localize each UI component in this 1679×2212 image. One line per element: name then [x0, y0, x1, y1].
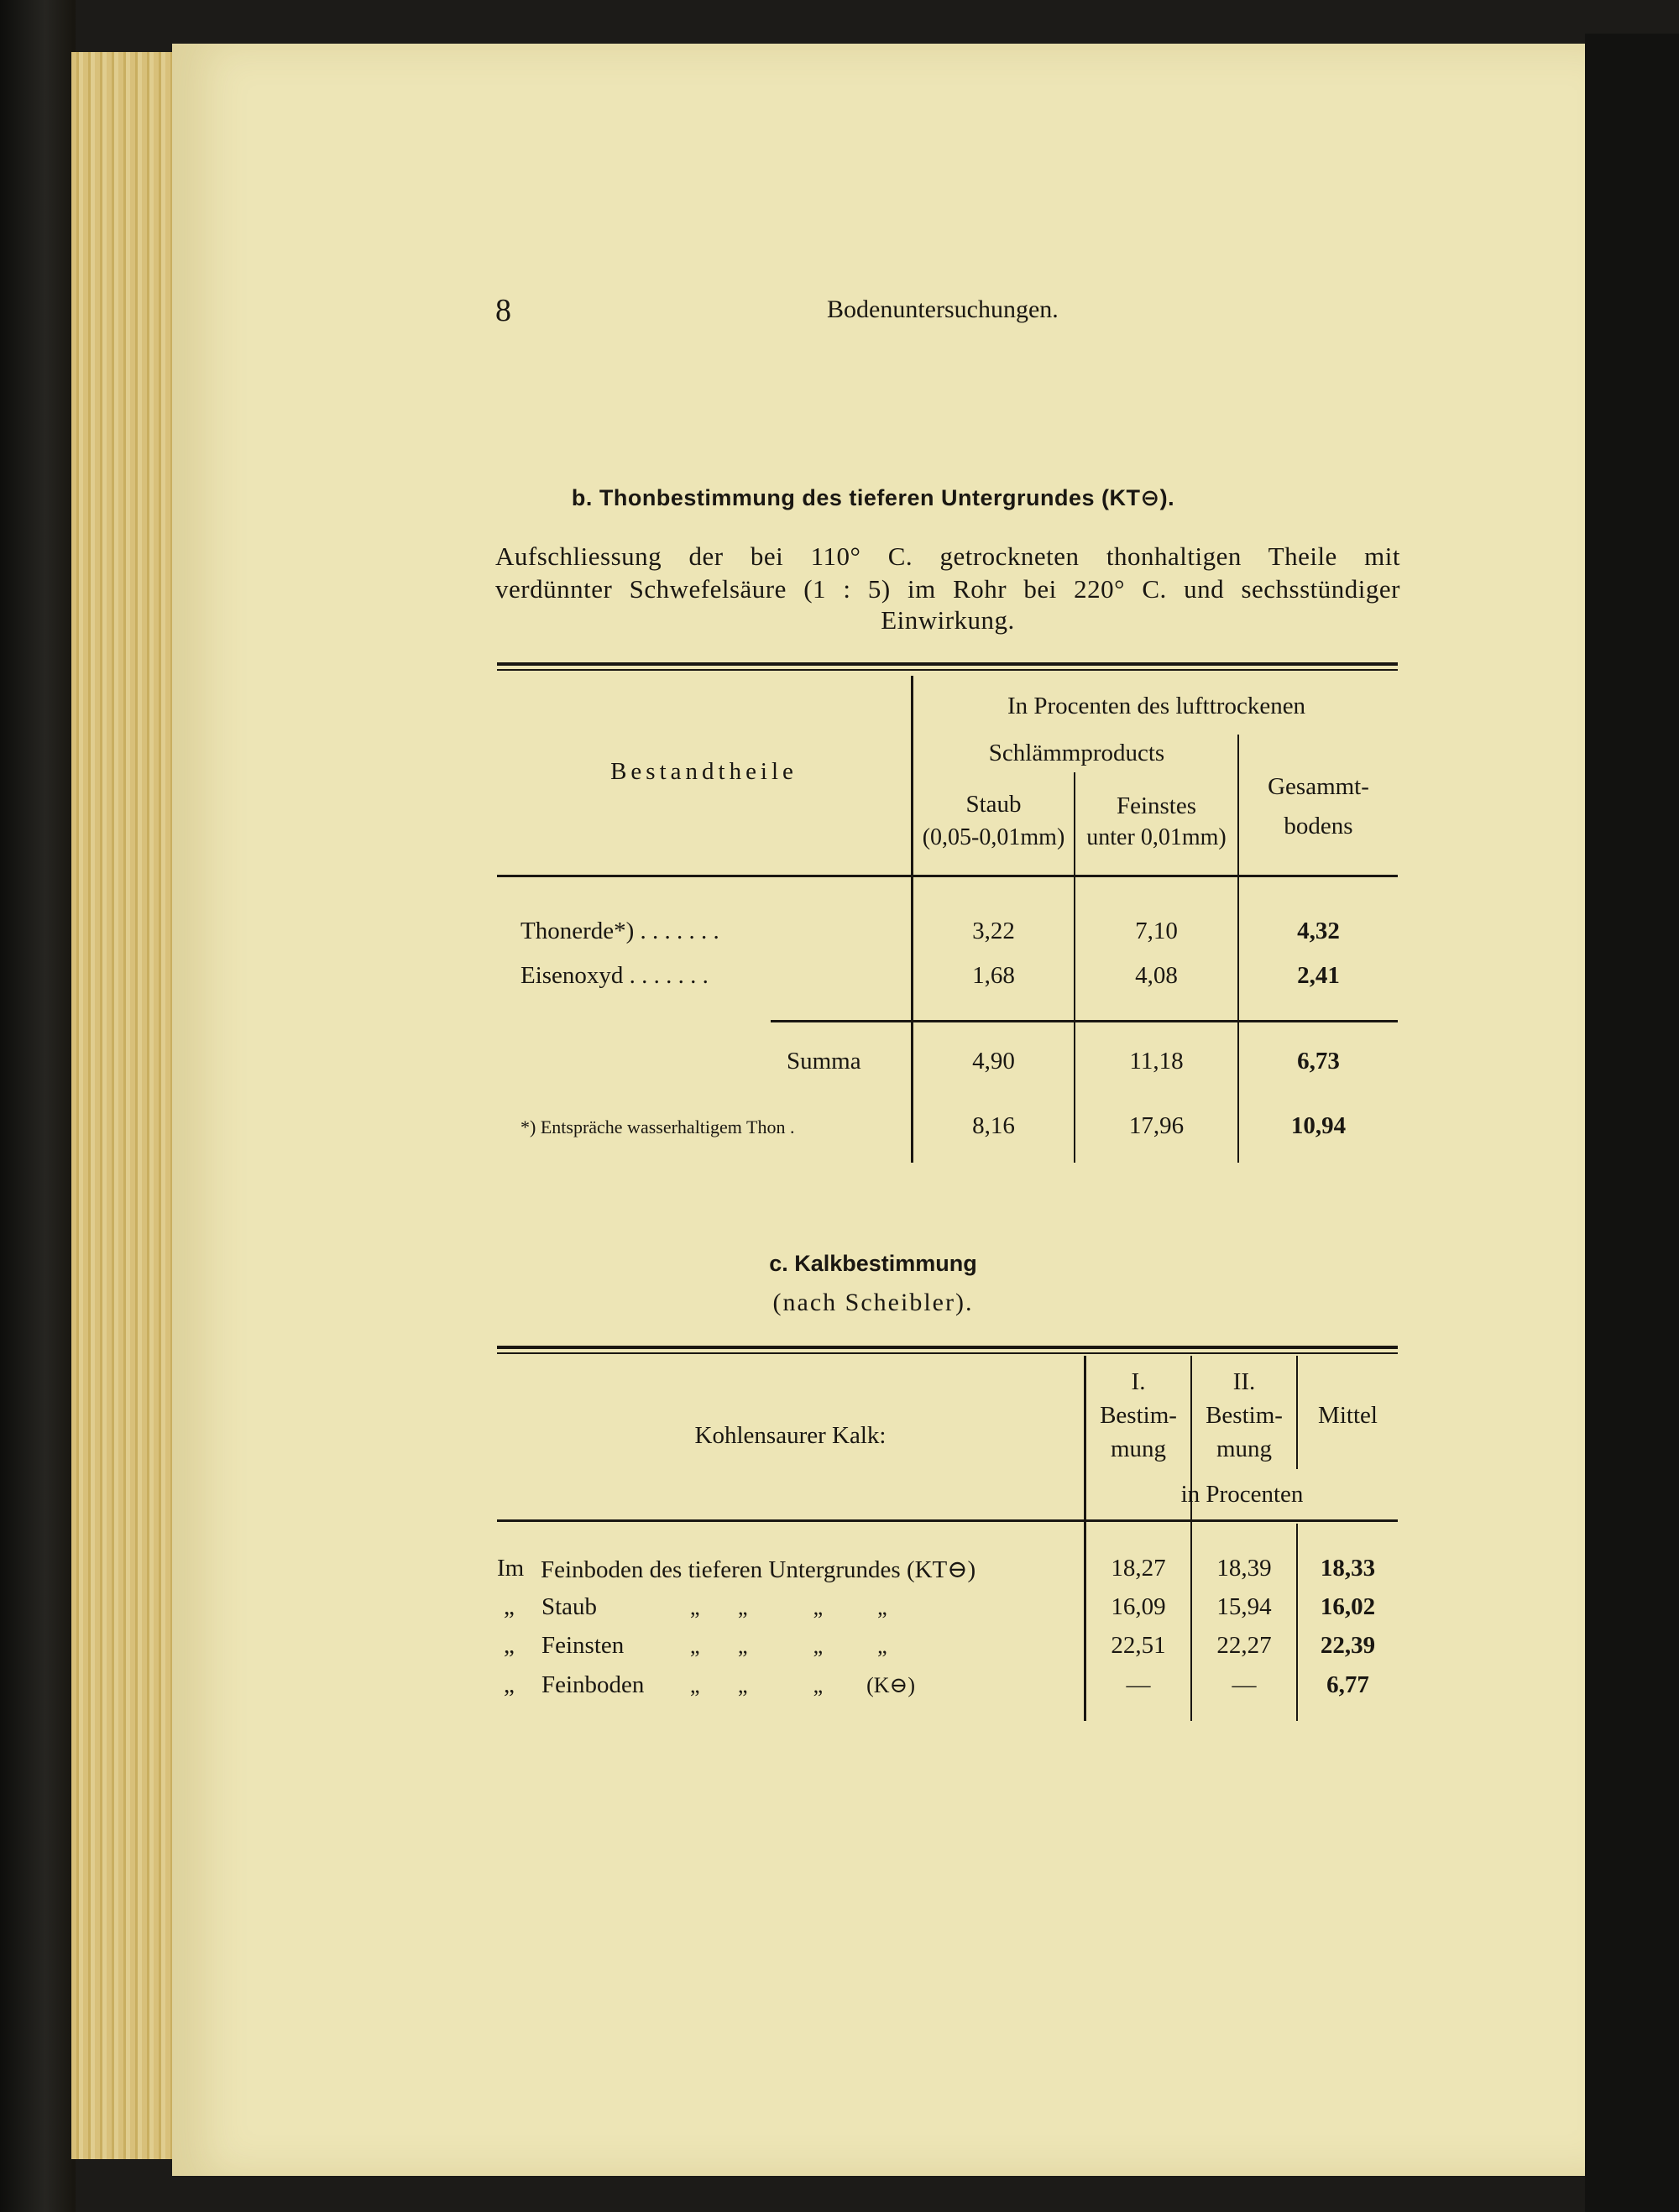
row-prefix: „ — [504, 1671, 515, 1698]
running-title: Bodenuntersuchungen. — [827, 295, 1059, 323]
summa-label: Summa — [787, 1048, 861, 1075]
row-v2: — — [1232, 1671, 1257, 1698]
row-label: Feinboden — [541, 1671, 645, 1698]
table-c-top-rule-2 — [497, 1352, 1398, 1354]
footnote-staub: 8,16 — [972, 1112, 1015, 1139]
row-mean: 18,33 — [1320, 1555, 1376, 1582]
row-v2: 22,27 — [1216, 1632, 1272, 1659]
paragraph-line: Aufschliessung der bei 110° C. getrockneten thonhaltigen Theile mit — [495, 541, 1400, 571]
section-b-paragraph — [495, 540, 1400, 605]
row-ditto: „ „ „ „ — [690, 1595, 887, 1619]
row-ditto: „ „ „ (K⊖) — [690, 1673, 915, 1697]
row-v2: 15,94 — [1216, 1593, 1272, 1620]
row-prefix: „ — [504, 1593, 515, 1620]
col-mittel: Mittel — [1318, 1402, 1378, 1429]
book-page — [172, 44, 1585, 2176]
footnote-feinstes: 17,96 — [1128, 1112, 1185, 1139]
row-v1: — — [1126, 1671, 1151, 1698]
footnote-label: *) Entspräche wasserhaltigem Thon . — [520, 1116, 795, 1137]
unit-label: in Procenten — [1180, 1481, 1304, 1508]
row-v2: 18,39 — [1216, 1555, 1272, 1582]
row-label: Eisenoxyd . . . . . . . — [520, 962, 709, 989]
summa-gesammt: 6,73 — [1297, 1048, 1340, 1075]
row-label: Thonerde*) . . . . . . . — [520, 918, 719, 944]
row-feinstes: 4,08 — [1135, 962, 1178, 989]
table-c-top-rule — [497, 1346, 1398, 1349]
row-mean: 22,39 — [1320, 1632, 1376, 1659]
row-mean: 6,77 — [1326, 1671, 1369, 1698]
row-ditto: „ „ „ „ — [690, 1634, 887, 1658]
col-ii-c: mung — [1216, 1435, 1273, 1462]
section-b-title: b. Thonbestimmung des tieferen Untergrundes (KT⊖). — [571, 485, 1175, 510]
col-i: I. — [1131, 1368, 1146, 1395]
table-b-sum-rule — [771, 1020, 1398, 1022]
page-edges — [71, 52, 189, 2159]
col-ii-b: Bestim- — [1206, 1402, 1283, 1429]
table-b-top-rule-2 — [497, 669, 1398, 671]
col-i-b: Bestim- — [1100, 1402, 1177, 1429]
paragraph-last-line: Einwirkung. — [881, 605, 1015, 635]
row-feinstes: 7,10 — [1135, 918, 1178, 944]
row-label: Feinboden des tieferen Untergrundes (KT⊖) — [541, 1556, 976, 1583]
col-kohlensaurer-kalk: Kohlensaurer Kalk: — [694, 1422, 887, 1449]
page-number: 8 — [495, 293, 511, 328]
row-gesammt: 2,41 — [1297, 962, 1340, 989]
row-label: Staub — [541, 1593, 598, 1620]
row-staub: 3,22 — [972, 918, 1015, 944]
table-b-top-rule — [497, 662, 1398, 666]
row-v1: 22,51 — [1111, 1632, 1166, 1659]
col-i-c: mung — [1110, 1435, 1167, 1462]
summa-staub: 4,90 — [972, 1048, 1015, 1075]
row-mean: 16,02 — [1320, 1593, 1376, 1620]
row-label: Feinsten — [541, 1632, 625, 1659]
col-bestandtheile: Bestandtheile — [610, 758, 798, 785]
col-gesammt-1: Gesammt- — [1268, 773, 1369, 800]
col-feinstes: Feinstes — [1116, 792, 1197, 819]
col-staub-range: (0,05-0,01mm) — [922, 824, 1065, 850]
row-staub: 1,68 — [972, 962, 1015, 989]
book-binding — [0, 0, 76, 2212]
table-c-header-rule — [497, 1519, 1398, 1522]
table-b-header-rule — [497, 875, 1398, 877]
row-gesammt: 4,32 — [1297, 918, 1340, 944]
row-v1: 16,09 — [1111, 1593, 1166, 1620]
section-c-subtitle: (nach Scheibler). — [772, 1289, 974, 1316]
row-prefix: „ — [504, 1632, 515, 1659]
col-staub: Staub — [965, 791, 1022, 818]
group-header: In Procenten des lufttrockenen — [1007, 693, 1306, 719]
footnote-gesammt: 10,94 — [1290, 1112, 1347, 1139]
sub-group-header: Schlämmproducts — [988, 740, 1165, 766]
summa-feinstes: 11,18 — [1129, 1048, 1184, 1075]
row-prefix: Im — [497, 1555, 525, 1582]
paragraph-line: verdünnter Schwefelsäure (1 : 5) im Rohr bei 220° C. und sechsstündiger — [495, 574, 1400, 604]
col-feinstes-range: unter 0,01mm) — [1086, 824, 1227, 850]
section-c-title: c. Kalkbestimmung — [769, 1251, 977, 1276]
background-dark — [1585, 34, 1679, 2212]
col-ii: II. — [1232, 1368, 1256, 1395]
row-v1: 18,27 — [1111, 1555, 1166, 1582]
col-gesammt-2: bodens — [1284, 813, 1353, 839]
